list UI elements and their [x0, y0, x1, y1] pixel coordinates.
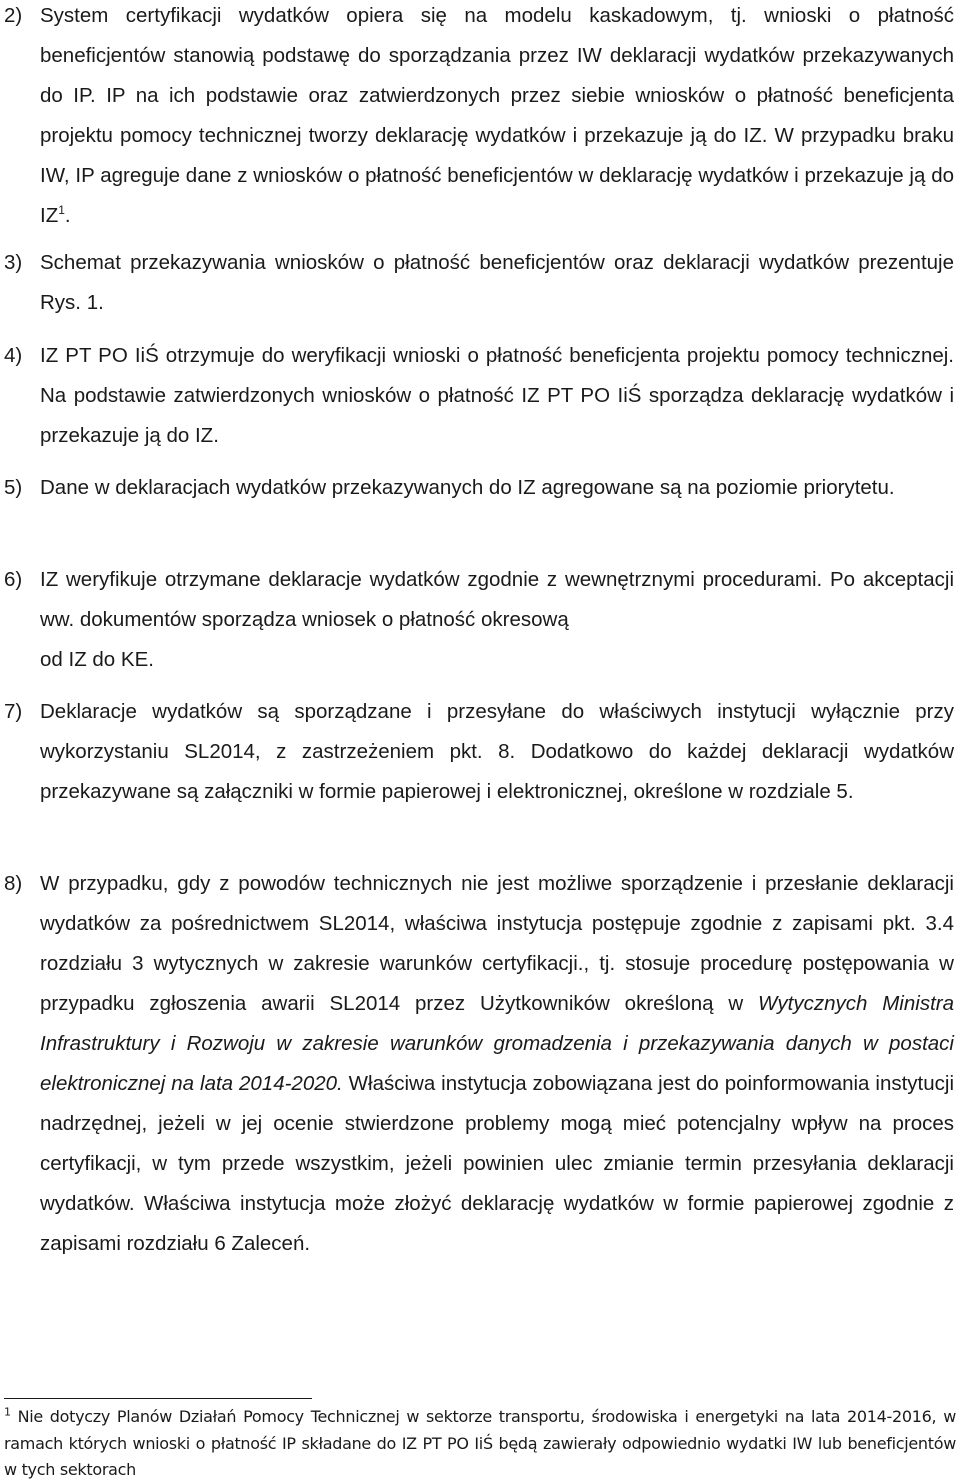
text-run: W przypadku, gdy z powodów technicznych nie jest możliwe sporządzenie i przesłanie deklaracji wydatków za pośrednictwem SL2014, właściwa instytucja postępuje zgodnie z zapisami pkt. 3.4 rozdziału 3 wytycznych w zakresie warunków certyfikacji., tj. stosuje procedurę postępowania w przypadku zgłoszenia awarii SL2014 przez Użytkowników określoną w [40, 872, 954, 1015]
item-number: 3) [4, 251, 23, 274]
item-number: 4) [4, 344, 23, 367]
item-text [40, 560, 954, 680]
text-run: IZ weryfikuje otrzymane deklaracje wydatków zgodnie z wewnętrznymi procedurami. Po akceptacji ww. dokumentów sporządza wniosek o płatność okresową [40, 568, 954, 631]
footnote [4, 1404, 956, 1484]
list-item-5 [0, 468, 954, 508]
text-run: . [64, 204, 71, 227]
text-run: Deklaracje wydatków są sporządzane i przesyłane do właściwych instytucji wyłącznie przy wykorzystaniu SL2014, z zastrzeżeniem pkt. 8. Dodatkowo do każdej deklaracji wydatków przekazywane są załączniki w formie papierowej i elektronicznej, określone w rozdziale 5. [40, 700, 954, 803]
item-text [40, 0, 954, 236]
list-item-6 [0, 560, 954, 680]
text-run: od IZ do KE. [40, 648, 154, 671]
text-run: IZ PT PO IiŚ otrzymuje do weryfikacji wnioski o płatność beneficjenta projektu pomocy technicznej. Na podstawie zatwierdzonych wniosków o płatność IZ PT PO IiŚ sporządza deklarację wydatków i przekazuje ją do IZ. [40, 344, 954, 447]
item-number: 5) [4, 476, 23, 499]
footnote-divider [4, 1398, 312, 1399]
item-number: 2) [4, 4, 23, 27]
list-item-4 [0, 336, 954, 456]
item-text [40, 336, 954, 456]
list-item-8 [0, 864, 954, 1264]
item-text [40, 864, 954, 1264]
footnote-text: Nie dotyczy Planów Działań Pomocy Technicznej w sektorze transportu, środowiska i energetyki na lata 2014-2016, w ramach których wnioski o płatność IP składane do IZ PT PO IiŚ będą zawierały odpowiednio wydatki IW lub beneficjentów w tych sektorach [4, 1407, 956, 1479]
item-text [40, 692, 954, 812]
footnote-reference: 1 [58, 203, 65, 218]
text-run: Właściwa instytucja zobowiązana jest do poinformowania instytucji nadrzędnej, jeżeli w jej ocenie stwierdzone problemy mogą mieć potencjalny wpływ na proces certyfikacji, w tym przede wszystkim, jeżeli powinien ulec zmianie termin przesyłania deklaracji wydatków. Właściwa instytucja może złożyć deklarację wydatków w formie papierowej zgodnie z zapisami rozdziału 6 Zaleceń. [40, 1072, 954, 1255]
list-item-3 [0, 243, 954, 323]
list-item-2 [0, 0, 954, 236]
item-text [40, 468, 954, 508]
text-run: Dane w deklaracjach wydatków przekazywanych do IZ agregowane są na poziomie priorytetu. [40, 476, 895, 499]
text-run: System certyfikacji wydatków opiera się na modelu kaskadowym, tj. wnioski o płatność beneficjentów stanowią podstawę do sporządzania przez IW deklaracji wydatków przekazywanych do IP. IP na ich podstawie oraz zatwierdzonych przez siebie wniosków o płatność beneficjenta projektu pomocy technicznej tworzy deklarację wydatków i przekazuje ją do IZ. W przypadku braku IW, IP agreguje dane z wniosków o płatność beneficjentów w deklarację wydatków i przekazuje ją do IZ [40, 4, 954, 227]
item-number: 7) [4, 700, 23, 723]
item-number: 8) [4, 872, 23, 895]
item-text [40, 243, 954, 323]
list-item-7 [0, 692, 954, 812]
italic-text: Wytycznych Ministra Infrastruktury i Rozwoju w zakresie warunków gromadzenia i przekazywania danych w postaci elektronicznej na lata 2014-2020. [40, 992, 954, 1095]
item-number: 6) [4, 568, 23, 591]
footnote-mark: 1 [4, 1405, 11, 1419]
text-run: Schemat przekazywania wniosków o płatność beneficjentów oraz deklaracji wydatków prezentuje Rys. 1. [40, 251, 954, 314]
